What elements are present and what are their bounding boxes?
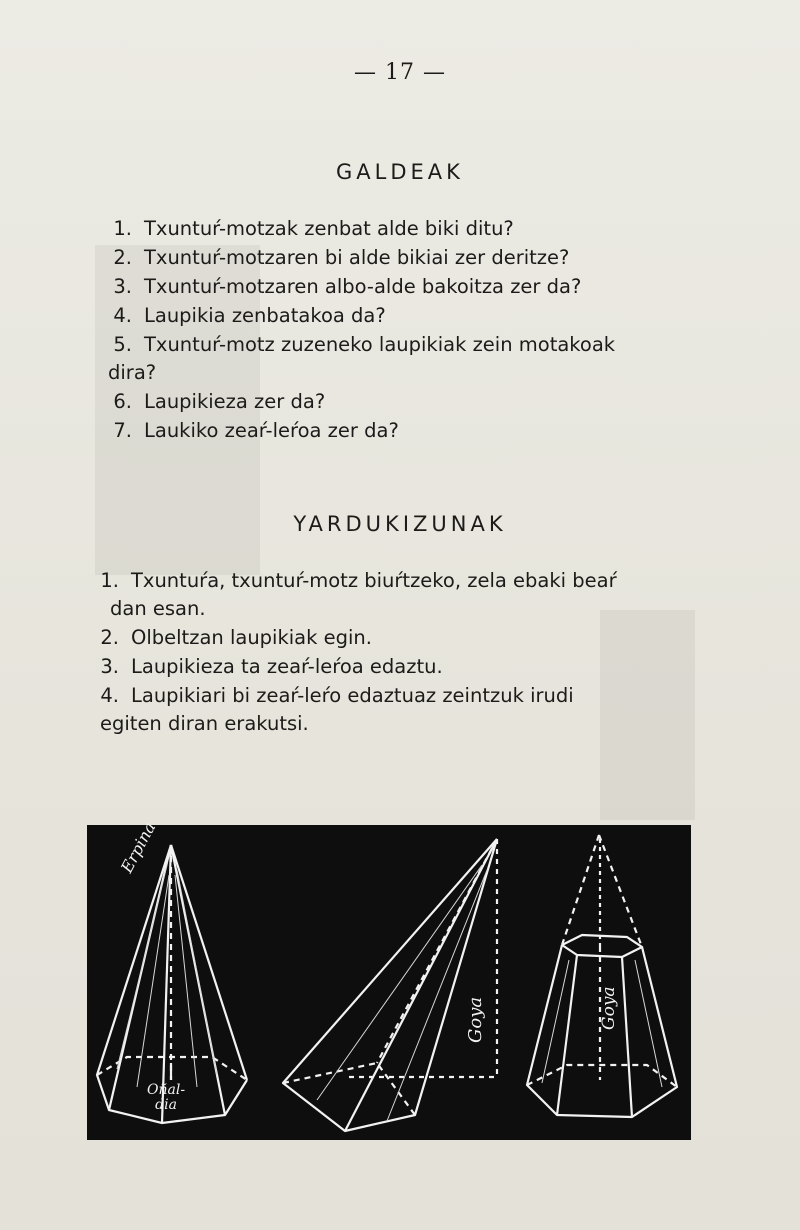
question-item-continuation: dira? <box>108 361 157 384</box>
task-item-continuation: egiten diran erakutsi. <box>100 712 309 735</box>
question-item: 3. Txuntuŕ-motzaren albo-alde bakoitza zer da? <box>113 275 582 298</box>
label-onal: Oñal- <box>147 1082 186 1098</box>
page-number: — 17 — <box>354 60 446 85</box>
truncated-pyramid <box>527 835 677 1117</box>
question-item: 6. Laupikieza zer da? <box>113 390 326 413</box>
bleed-through-right <box>600 610 695 820</box>
task-item-continuation: dan esan. <box>110 597 206 620</box>
label-dia: dia <box>155 1097 177 1113</box>
question-item: 2. Txuntuŕ-motzaren bi alde bikiai zer deritze? <box>113 246 570 269</box>
task-item: 2. Olbeltzan laupikiak egin. <box>100 626 372 649</box>
label-goya-right: Goya <box>599 986 619 1030</box>
task-item: 4. Laupikiari bi zeaŕ-leŕo edaztuaz zeintzuk irudi <box>100 684 574 707</box>
square-pyramid <box>283 839 497 1131</box>
question-item: 4. Laupikia zenbatakoa da? <box>113 304 386 327</box>
question-item: 7. Laukiko zeaŕ-leŕoa zer da? <box>113 419 399 442</box>
task-item: 1. Txuntuŕa, txuntuŕ-motz biuŕtzeko, zela ebaki beaŕ <box>100 569 617 592</box>
question-item: 5. Txuntuŕ-motz zuzeneko laupikiak zein motakoak <box>113 333 616 356</box>
label-onaldia <box>147 1083 185 1113</box>
label-goya-middle: Goya <box>465 996 486 1043</box>
pyramids-illustration <box>87 818 691 1140</box>
question-item: 1. Txuntuŕ-motzak zenbat alde biki ditu? <box>113 217 514 240</box>
section-title-galdeak: GALDEAK <box>336 160 464 184</box>
section-title-yardukizunak: YARDUKIZUNAK <box>293 512 507 536</box>
task-item: 3. Laupikieza ta zeaŕ-leŕoa edaztu. <box>100 655 443 678</box>
label-erpina: Erpina <box>117 818 160 876</box>
